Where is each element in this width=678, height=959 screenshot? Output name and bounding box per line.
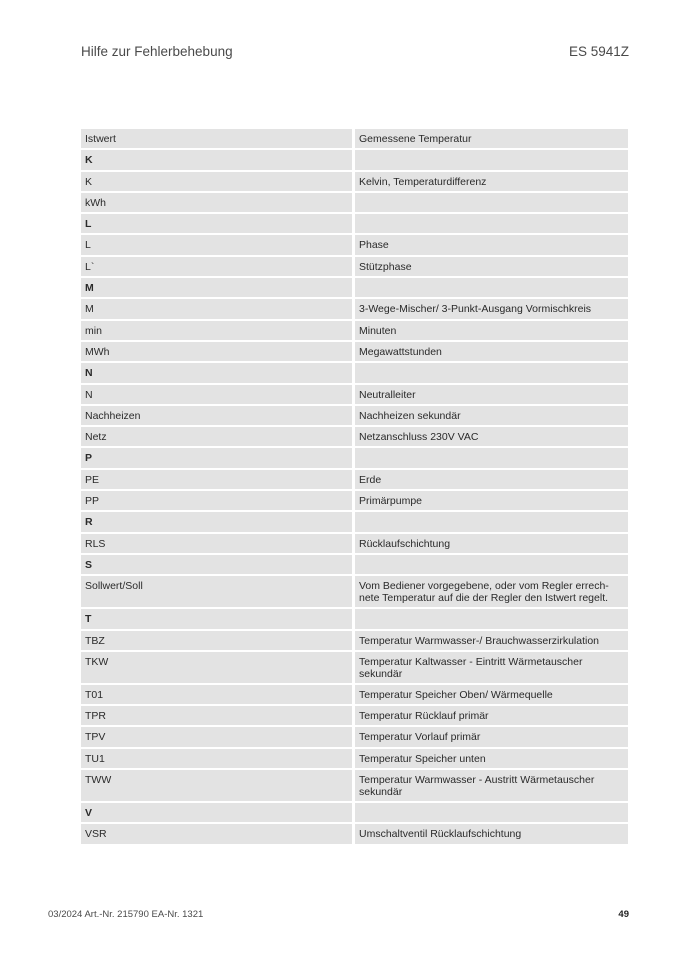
term-cell: Nachheizen [81,406,352,425]
description-cell [355,150,628,169]
term-cell: M [81,299,352,318]
description-cell: Rücklaufschichtung [355,534,628,553]
term-cell: TBZ [81,631,352,650]
description-cell: Kelvin, Temperaturdifferenz [355,172,628,191]
section-row [81,512,628,531]
table-row [81,749,628,768]
term-cell: min [81,321,352,340]
table-row [81,576,628,607]
description-cell: Nachheizen sekundär [355,406,628,425]
term-cell: L [81,235,352,254]
table-row [81,129,628,148]
term-cell: N [81,363,352,382]
term-cell: PE [81,470,352,489]
page-number: 49 [618,909,629,920]
table-row [81,470,628,489]
description-cell [355,363,628,382]
table-row [81,193,628,212]
table-row [81,172,628,191]
term-cell: RLS [81,534,352,553]
term-cell: K [81,150,352,169]
term-cell: MWh [81,342,352,361]
description-cell: Phase [355,235,628,254]
term-cell: N [81,385,352,404]
table-row [81,427,628,446]
description-cell: Temperatur Warmwasser - Austritt Wärmetauscher sekundär [355,770,628,801]
description-cell [355,214,628,233]
table-row [81,299,628,318]
term-cell: P [81,448,352,467]
description-cell: Stützphase [355,257,628,276]
description-cell: Temperatur Kaltwasser - Eintritt Wärmetauscher sekundär [355,652,628,683]
description-cell [355,193,628,212]
table-row [81,321,628,340]
section-row [81,363,628,382]
section-row [81,448,628,467]
description-cell [355,555,628,574]
term-cell: TWW [81,770,352,801]
description-cell [355,803,628,822]
description-cell [355,512,628,531]
table-row [81,406,628,425]
term-cell: L [81,214,352,233]
term-cell: TKW [81,652,352,683]
term-cell: M [81,278,352,297]
glossary-table [81,129,628,844]
table-row [81,235,628,254]
header-title: Hilfe zur Fehlerbehebung [81,44,233,59]
description-cell: 3-Wege-Mischer/ 3-Punkt-Ausgang Vormischkreis [355,299,628,318]
description-cell: Neutralleiter [355,385,628,404]
term-cell: Sollwert/Soll [81,576,352,607]
description-cell [355,278,628,297]
term-cell: V [81,803,352,822]
description-cell: Minuten [355,321,628,340]
term-cell: kWh [81,193,352,212]
table-row [81,727,628,746]
table-row [81,491,628,510]
description-cell: Temperatur Warmwasser-/ Brauchwasserzirkulation [355,631,628,650]
description-cell: Megawattstunden [355,342,628,361]
term-cell: K [81,172,352,191]
header-model: ES 5941Z [568,44,629,59]
section-row [81,214,628,233]
table-row [81,706,628,725]
term-cell: Netz [81,427,352,446]
description-cell: Vom Bediener vorgegebene, oder vom Regler errech- nete Temperatur auf die der Regler den Istwert regelt. [355,576,628,607]
term-cell: TPV [81,727,352,746]
table-row [81,385,628,404]
table-row [81,770,628,801]
description-cell [355,609,628,628]
term-cell: PP [81,491,352,510]
term-cell: L` [81,257,352,276]
table-row [81,824,628,843]
description-cell: Temperatur Vorlauf primär [355,727,628,746]
section-row [81,609,628,628]
description-cell: Temperatur Rücklauf primär [355,706,628,725]
table-row [81,652,628,683]
term-cell: S [81,555,352,574]
table-row [81,257,628,276]
description-cell: Temperatur Speicher unten [355,749,628,768]
description-cell: Primärpumpe [355,491,628,510]
term-cell: TU1 [81,749,352,768]
section-row [81,803,628,822]
description-cell: Erde [355,470,628,489]
table-row [81,534,628,553]
term-cell: VSR [81,824,352,843]
section-row [81,555,628,574]
term-cell: T01 [81,685,352,704]
section-row [81,278,628,297]
term-cell: TPR [81,706,352,725]
table-row [81,631,628,650]
description-cell: Netzanschluss 230V VAC [355,427,628,446]
footer-info: 03/2024 Art.-Nr. 215790 EA-Nr. 1321 [48,909,204,920]
description-cell: Temperatur Speicher Oben/ Wärmequelle [355,685,628,704]
table-row [81,342,628,361]
term-cell: Istwert [81,129,352,148]
section-row [81,150,628,169]
term-cell: R [81,512,352,531]
term-cell: T [81,609,352,628]
description-cell: Umschaltventil Rücklaufschichtung [355,824,628,843]
table-row [81,685,628,704]
description-cell [355,448,628,467]
description-cell: Gemessene Temperatur [355,129,628,148]
